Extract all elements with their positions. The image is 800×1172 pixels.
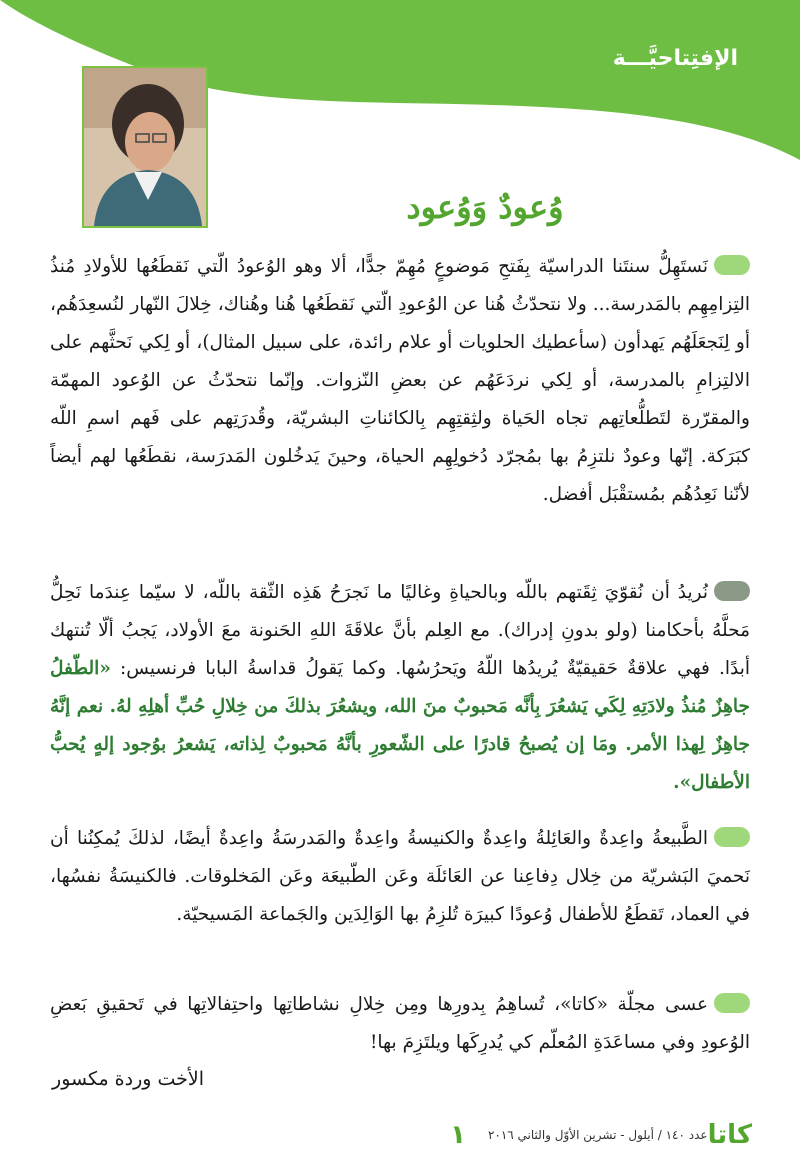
pope-quote: «الطّفلُ جاهِزٌ مُنذُ ولادَتِهِ لِكَي يَشعُرَ بِأنَّه مَحبوبٌ منَ الله، ويشعُرَ بذلكَ من خِلالِ حُبِّ أهلِهِ لهُ. نعم إنَّهُ جاهِزٌ لِهذا الأمر. ومَا إن يُصبحُ قادرًا على الشّعورِ بأنَّهُ مَحبوبٌ لِذاته، يَشعرُ بوُجود إلهٍ يُحبُّ الأطفال». [50,658,750,793]
paragraph-1 [50,248,750,514]
author-photo [82,66,208,228]
paragraph-2-text: نُريدُ أن نُقوّيَ ثِقَتهم باللّه وبالحياةِ وغاليًا ما نَجرَحُ هَذِه الثّقة باللّه، لا سيّما عِندَما نَحِلُّ مَحلَّهُ بأحكامنا (ولو بدونِ إدراك). مع العِلم بأنَّ علاقَةَ اللهِ الحَنونة معَ الأولاد، يَجبُ ألّا تُنتهك أبدًا. فهي علاقةٌ حَقيقيّةٌ يُريدُها اللّهُ ويَحرُسُها. وكما يَقولُ قداسةُ البابا فرنسيس: [50,582,750,679]
section-label: الإفتِتاحيَّـــة [612,46,738,71]
paragraph-bullet-icon [714,993,750,1013]
paragraph-4-text: عسى مجلّة «كاتا»، تُساهِمُ بِدورِها ومِن خِلالِ نشاطاتِها واحتِفالاتِها في تَحقيقِ بَعضِ الوُعودِ وفي مساعَدَةِ المُعلّم كي يُدرِكَها ويلتَزِمَ بها! [50,994,750,1053]
paragraph-3-text: الطَّبيعةُ واعِدةٌ والعَائِلةُ واعِدةٌ والكنيسةُ واعِدةٌ والمَدرسَةُ واعِدةٌ أيضًا، لذلكَ يُمكِنُنا أن نَحميَ البَشريّة من خِلال دِفاعِنا عن العَائلَة وعَن الطّبيعَة وعَن المَخلوقات. فالكنيسَةُ نفسُها، في العماد، تَقطَعُ للأطفال وُعودًا كبيرَة تُلزِمُ بها الوَالِدَين والجَماعة المَسيحيّة. [50,828,750,925]
paragraph-bullet-icon [714,581,750,601]
paragraph-bullet-icon [714,827,750,847]
brand-logo: كاتا [707,1120,752,1150]
paragraph-1-text: نَستَهِلُّ سنتَنا الدراسيّة بِفَتحِ مَوضوعٍ مُهِمّ جدًّا، ألا وهو الوُعودُ الّتي نَقطَعُها للأولادِ مُنذُ التِزامِهِم بالمَدرسة... ولا نتحدّثُ هُنا عن الوُعودِ الّتي نَقطَعُها هُنا وهُناك، خِلالَ النّهار لنُسعِدَهُم، أو لِنَجعَلَهُم يَهدأون (سأعطيك الحلويات أو علام رائدة، على سبيل المثال)، أو لِكي نَحثَّهم على الالتِزامِ بالمدرسة، أو لِكي نردَعَهُم عن بعضِ النّزوات. وإنّما نتحدّثُ عن الوُعود المهمّة والمقرّرة لتَطلُّعاتِهم تجاه الحَياة ولثِقتِهِم بِالكائناتِ البشريّة، وقُدرَتِهم على فَهم اسمِ اللّه كبَرَكة. إنّها وعودٌ نلتزِمُ بها بمُجرّد دُخولِهِم الحياة، وحينَ يَدخُلون المَدرَسة، نقطَعُها لهم أيضاً لأنّنا نَعِدُهُم بمُستقْبَل أفضل. [50,256,750,505]
issue-info: عدد ١٤٠ / أيلول - تشرين الأوّل والثاني ٢٠١٦ [487,1128,708,1142]
author-signature: الأخت وردة مكسور [52,1068,204,1090]
page-number: ١ [450,1120,466,1150]
paragraph-4 [50,986,750,1062]
paragraph-2 [50,574,750,802]
paragraph-3 [50,820,750,934]
page-footer [48,1118,752,1152]
article-title: وُعودٌ وَوُعود [406,188,564,226]
paragraph-bullet-icon [714,255,750,275]
author-portrait-image [84,68,206,226]
